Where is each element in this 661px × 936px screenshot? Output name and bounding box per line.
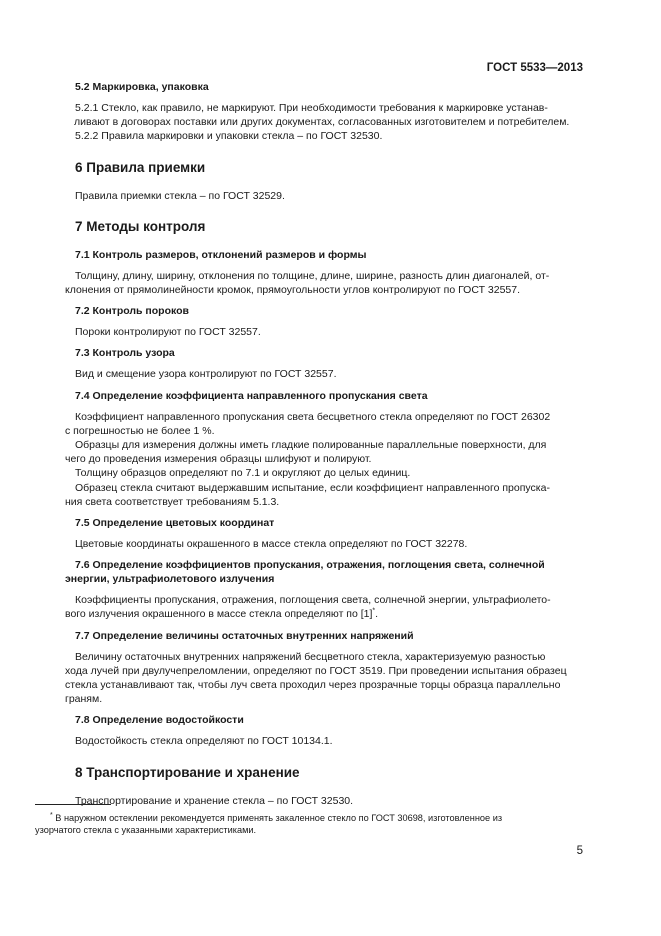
heading-line: энергии, ультрафиолетового излучения (65, 573, 275, 586)
section-7-5-title: 7.5 Определение цветовых координат (75, 517, 275, 530)
paragraph-line: ливают в договорах поставки или других документах, согласованных изготовителем и потребителем. (74, 116, 570, 129)
paragraph-5-2-2: 5.2.2 Правила маркировки и упаковки стекла – по ГОСТ 32530. (75, 130, 383, 143)
section-8-title: 8 Транспортирование и хранение (75, 764, 300, 780)
document-id: ГОСТ 5533—2013 (486, 62, 583, 74)
paragraph-line (65, 607, 583, 621)
footnote-ref: * (372, 607, 376, 615)
paragraph-line: хода лучей при двулучепреломлении, определяют по ГОСТ 3519. При проведении испытания образец (65, 664, 567, 677)
document-body (65, 80, 583, 808)
paragraph-line: стекла устанавливают так, чтобы луч света проходил через прозрачные торцы образца параллельно (65, 679, 561, 692)
paragraph-line: с погрешностью не более 1 %. (65, 424, 215, 437)
section-6-title: 6 Правила приемки (75, 159, 206, 175)
footnote (35, 812, 583, 836)
footnote-divider (35, 804, 111, 805)
paragraph-line: Коэффициент направленного пропускания света бесцветного стекла определяют по ГОСТ 26302 (75, 410, 551, 423)
section-7-1-title: 7.1 Контроль размеров, отклонений размеров и формы (75, 248, 367, 261)
page-number: 5 (576, 845, 583, 857)
footnote-line: узорчатого стекла с указанными характеристиками. (35, 825, 257, 836)
section-7-title: 7 Методы контроля (75, 218, 206, 234)
paragraph-7-4-1 (65, 410, 583, 438)
paragraph-7-2: Пороки контролируют по ГОСТ 32557. (75, 326, 261, 339)
paragraph-7-4-2 (65, 438, 583, 466)
paragraph-7-1 (65, 269, 583, 297)
paragraph-line: Толщину, длину, ширину, отклонения по толщине, длине, ширине, разность длин диагоналей, от- (75, 269, 550, 282)
paragraph-line: чего до проведения измерения образцы шлифуют и полируют. (65, 453, 372, 466)
section-7-6-title (65, 558, 583, 586)
section-5-2-title: 5.2 Маркировка, упаковка (75, 81, 209, 93)
footnote-mark: * (50, 811, 53, 819)
paragraph-line: Образцы для измерения должны иметь гладкие полированные параллельные поверхности, для (75, 439, 547, 452)
paragraph-line: клонения от прямолинейности кромок, прямоугольности углов контролируют по ГОСТ 32557. (65, 284, 521, 297)
paragraph-end: . (375, 608, 379, 621)
paragraph-5-2-1 (75, 101, 583, 129)
section-7-7-title: 7.7 Определение величины остаточных внутренних напряжений (75, 629, 414, 642)
paragraph-7-7 (65, 650, 583, 707)
footnote-line (35, 812, 583, 824)
paragraph-line: граням. (65, 693, 103, 706)
footnote-text: В наружном остеклении рекомендуется применять закаленное стекло по ГОСТ 30698, изготовленное из (55, 813, 503, 823)
section-7-3-title: 7.3 Контроль узора (75, 347, 175, 360)
section-7-8-title: 7.8 Определение водостойкости (75, 714, 244, 727)
paragraph-line: ния света соответствует требованиям 5.1.3. (65, 495, 280, 508)
paragraph-7-3: Вид и смещение узора контролируют по ГОСТ 32557. (75, 368, 337, 381)
paragraph-text: вого излучения окрашенного в массе стекла определяют по [1] (65, 608, 373, 621)
paragraph-6: Правила приемки стекла – по ГОСТ 32529. (75, 189, 285, 202)
section-7-2-title: 7.2 Контроль пороков (75, 305, 189, 318)
paragraph-7-8: Водостойкость стекла определяют по ГОСТ 10134.1. (75, 735, 333, 748)
paragraph-7-4-4 (65, 481, 583, 509)
heading-line: 7.6 Определение коэффициентов пропускания, отражения, поглощения света, солнечной (75, 559, 545, 572)
paragraph-7-6 (65, 593, 583, 621)
paragraph-line: 5.2.1 Стекло, как правило, не маркируют. При необходимости требования к маркировке устанав- (75, 102, 548, 114)
paragraph-line: Образец стекла считают выдержавшим испытание, если коэффициент направленного пропуска- (75, 481, 550, 494)
paragraph-8: Транспортирование и хранение стекла – по ГОСТ 32530. (75, 794, 354, 807)
paragraph-line: Коэффициенты пропускания, отражения, поглощения света, солнечной энергии, ультрафиолето- (75, 594, 551, 607)
section-7-4-title: 7.4 Определение коэффициента направленного пропускания света (75, 389, 428, 402)
paragraph-7-4-3: Толщину образцов определяют по 7.1 и округляют до целых единиц. (75, 467, 411, 480)
paragraph-7-5: Цветовые координаты окрашенного в массе стекла определяют по ГОСТ 32278. (75, 538, 468, 551)
paragraph-line: Величину остаточных внутренних напряжений бесцветного стекла, характеризуемую разностью (75, 650, 546, 663)
